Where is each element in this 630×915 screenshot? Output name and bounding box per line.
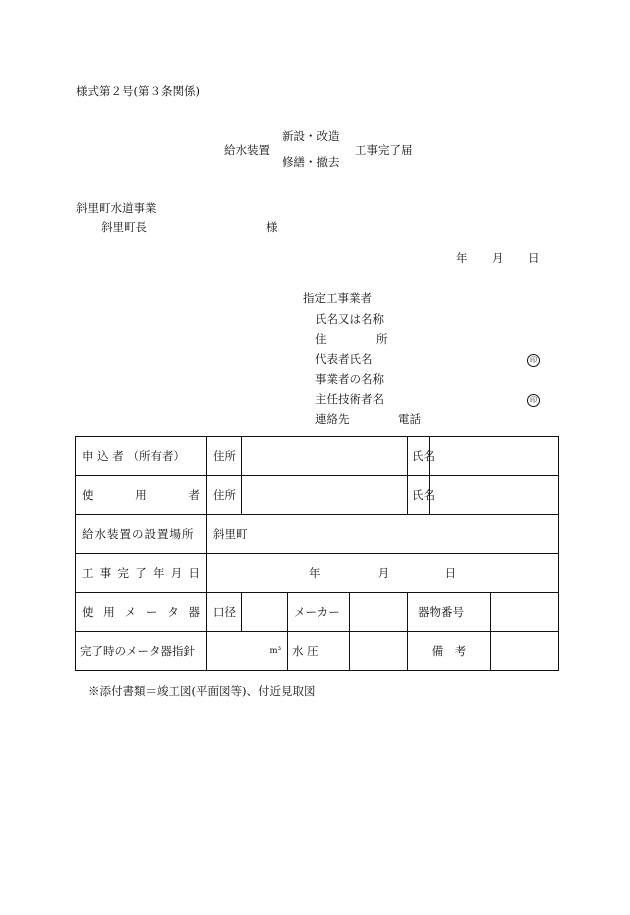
meter-maker-label: メーカー (288, 593, 350, 632)
user-name-label: 氏名 (408, 476, 430, 515)
water-pressure-label: 水 圧 (288, 632, 350, 671)
location-label: 給水装置の設置場所 (76, 515, 207, 554)
title-right: 工事完了届 (355, 143, 413, 157)
applicant-address-field[interactable] (242, 437, 408, 476)
user-label: 使 用 者 (76, 476, 207, 515)
meter-diameter-field[interactable] (242, 593, 288, 632)
meter-serial-label: 器物番号 (408, 593, 491, 632)
meter-reading-field[interactable] (207, 632, 288, 671)
rep-seal-icon: 印 (527, 353, 540, 367)
applicant-engineer-label: 主任技術者名 (315, 392, 384, 406)
addressee-org: 斜里町水道事業 (76, 201, 157, 215)
date-month-label: 月 (492, 251, 504, 265)
meter-maker-field[interactable] (350, 593, 408, 632)
remarks-label: 備 考 (408, 632, 491, 671)
applicant-address-label-1: 住 (315, 332, 327, 346)
completion-day-label: 日 (444, 566, 457, 580)
applicant-rep-label: 代表者氏名 (315, 352, 373, 366)
applicant-address-label-2: 所 (376, 332, 388, 346)
addressee-honorific: 様 (266, 220, 278, 234)
applicant-contact-label: 連絡先 (315, 412, 350, 426)
meter-reading-label: 完了時のメータ器指針 (76, 632, 207, 671)
date-day-label: 日 (528, 251, 540, 265)
meter-label: 使 用 メ ー タ 器 (76, 593, 207, 632)
title-bottom-option: 修繕・撤去 (282, 155, 340, 169)
completion-date-field[interactable] (207, 554, 559, 593)
meter-serial-field[interactable] (491, 593, 559, 632)
remarks-field[interactable] (491, 632, 559, 671)
applicant-name-field[interactable] (430, 437, 559, 476)
user-name-field[interactable] (430, 476, 559, 515)
attachment-footnote: ※添付書類＝竣工図(平面図等)、付近見取図 (88, 684, 316, 698)
user-address-label: 住所 (207, 476, 242, 515)
cubic-meter-unit: m³ (269, 646, 281, 656)
meter-diameter-label: 口径 (207, 593, 242, 632)
table-row-completion-date (76, 554, 559, 593)
completion-date-label: 工 事 完 了 年 月 日 (76, 554, 207, 593)
completion-year-label: 年 (308, 566, 321, 580)
title-left: 給水装置 (224, 143, 270, 157)
table-row-user (76, 476, 559, 515)
application-table (75, 436, 559, 671)
engineer-seal-icon: 印 (527, 393, 540, 407)
table-row-applicant (76, 437, 559, 476)
table-row-meter-reading (76, 632, 559, 671)
applicant-name-label-cell: 氏名 (408, 437, 430, 476)
applicant-phone-label: 電話 (398, 412, 421, 426)
user-address-field[interactable] (242, 476, 408, 515)
addressee-name: 斜里町長 (101, 220, 147, 234)
applicant-business-label: 事業者の名称 (315, 372, 384, 386)
applicant-address-label: 住所 (207, 437, 242, 476)
applicant-name-label: 氏名又は名称 (315, 312, 384, 326)
completion-month-label: 月 (377, 566, 390, 580)
title-top-option: 新設・改造 (282, 129, 340, 143)
applicant-owner-label: 申 込 者 （所有者） (76, 437, 207, 476)
location-field[interactable]: 斜里町 (207, 515, 559, 554)
form-number: 様式第２号(第３条関係) (76, 84, 200, 98)
applicant-heading: 指定工事業者 (303, 291, 372, 305)
table-row-location (76, 515, 559, 554)
table-row-meter (76, 593, 559, 632)
date-year-label: 年 (456, 251, 468, 265)
water-pressure-field[interactable] (350, 632, 408, 671)
